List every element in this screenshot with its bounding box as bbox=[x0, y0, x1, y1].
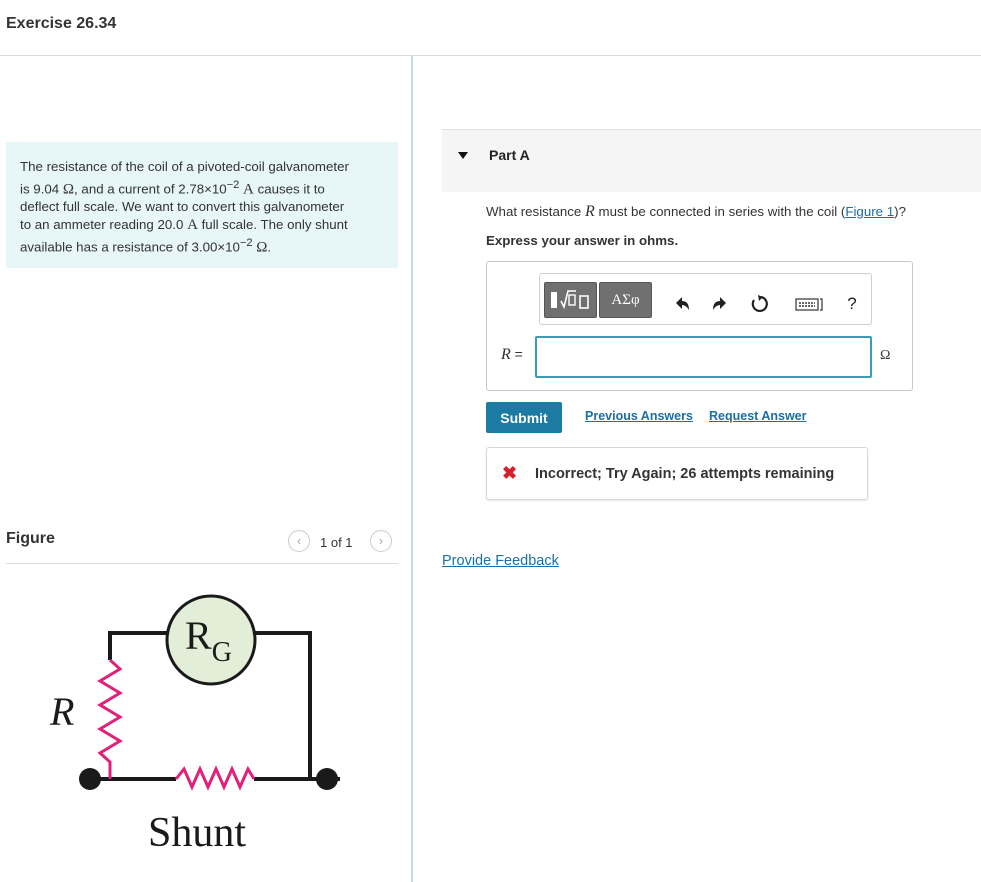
help-button[interactable]: ? bbox=[847, 294, 857, 313]
problem-line-3: deflect full scale. We want to convert this galvanometer bbox=[20, 199, 345, 215]
reset-button[interactable] bbox=[749, 294, 769, 314]
problem-line-4 bbox=[20, 216, 384, 234]
undo-icon bbox=[672, 294, 692, 314]
problem-text: . bbox=[267, 239, 272, 255]
templates-icon bbox=[545, 283, 596, 317]
question-text bbox=[486, 203, 906, 221]
question-part: What resistance bbox=[486, 204, 586, 219]
answer-instruction: Express your answer in ohms. bbox=[486, 233, 679, 248]
undo-button[interactable] bbox=[672, 294, 692, 314]
figure-page-count: 1 of 1 bbox=[320, 535, 353, 550]
problem-line-2 bbox=[20, 176, 384, 198]
exponent: −2 bbox=[226, 179, 240, 191]
galvanometer-label-g: G bbox=[211, 637, 232, 668]
problem-line-5 bbox=[20, 234, 384, 256]
greek-symbols-button[interactable]: ΑΣφ bbox=[599, 282, 652, 318]
next-figure-button[interactable]: › bbox=[370, 530, 392, 552]
answer-label bbox=[501, 346, 523, 364]
question-part: )? bbox=[894, 204, 906, 219]
shunt-resistor bbox=[176, 769, 254, 787]
column-divider bbox=[411, 56, 413, 882]
problem-text: to an ammeter reading 20.0 bbox=[20, 217, 188, 233]
problem-line-1: The resistance of the coil of a pivoted-coil galvanometer bbox=[20, 159, 349, 174]
circuit-diagram bbox=[40, 585, 370, 865]
amp-symbol: A bbox=[243, 181, 254, 198]
collapse-triangle-icon[interactable] bbox=[458, 152, 468, 159]
submit-button[interactable]: Submit bbox=[486, 402, 562, 433]
problem-text: available has a resistance of 3.00×10 bbox=[20, 239, 240, 255]
figure-title: Figure bbox=[6, 530, 55, 547]
previous-answers-link[interactable]: Previous Answers bbox=[585, 409, 693, 423]
keyboard-button[interactable] bbox=[795, 294, 825, 314]
feedback-message bbox=[486, 447, 868, 500]
math-toolbar bbox=[539, 273, 872, 325]
exercise-title: Exercise 26.34 bbox=[6, 15, 117, 32]
shunt-label: Shunt bbox=[148, 810, 247, 856]
problem-text: is 9.04 bbox=[20, 181, 63, 197]
ohm-symbol: Ω bbox=[62, 181, 75, 198]
exponent: −2 bbox=[239, 237, 253, 250]
redo-button[interactable] bbox=[710, 294, 730, 314]
figure-link[interactable]: Figure 1 bbox=[845, 204, 895, 219]
feedback-text: Incorrect; Try Again; 26 attempts remaining bbox=[535, 466, 835, 482]
answer-variable: R bbox=[501, 346, 511, 363]
problem-text: full scale. The only shunt bbox=[197, 217, 348, 233]
request-answer-link[interactable]: Request Answer bbox=[709, 409, 807, 423]
incorrect-x-icon: ✖ bbox=[502, 463, 518, 483]
galvanometer-label-r: R bbox=[185, 613, 212, 658]
reset-icon bbox=[749, 294, 769, 314]
ohm-symbol: Ω bbox=[256, 239, 268, 256]
figure-header bbox=[6, 528, 398, 564]
part-a-header[interactable] bbox=[442, 129, 981, 192]
series-resistor bbox=[100, 660, 120, 779]
problem-text: causes it to bbox=[253, 181, 325, 197]
provide-feedback-link[interactable]: Provide Feedback bbox=[442, 553, 559, 569]
terminal-right bbox=[316, 768, 338, 790]
keyboard-icon bbox=[795, 294, 825, 314]
answer-unit: Ω bbox=[880, 348, 891, 363]
redo-icon bbox=[710, 294, 730, 314]
problem-text: , and a current of 2.78×10 bbox=[74, 181, 227, 197]
answer-equals: = bbox=[510, 346, 523, 362]
question-variable: R bbox=[585, 203, 595, 220]
terminal-left bbox=[79, 768, 101, 790]
page-header bbox=[0, 0, 981, 56]
part-label: Part A bbox=[489, 147, 530, 163]
question-part: must be connected in series with the coil ( bbox=[594, 204, 846, 219]
templates-button[interactable] bbox=[544, 282, 597, 318]
problem-statement bbox=[6, 142, 398, 268]
answer-box bbox=[486, 261, 913, 391]
resistor-label: R bbox=[50, 689, 75, 734]
prev-figure-button[interactable]: ‹ bbox=[288, 530, 310, 552]
amp-symbol: A bbox=[187, 217, 198, 234]
answer-input[interactable] bbox=[535, 336, 872, 378]
